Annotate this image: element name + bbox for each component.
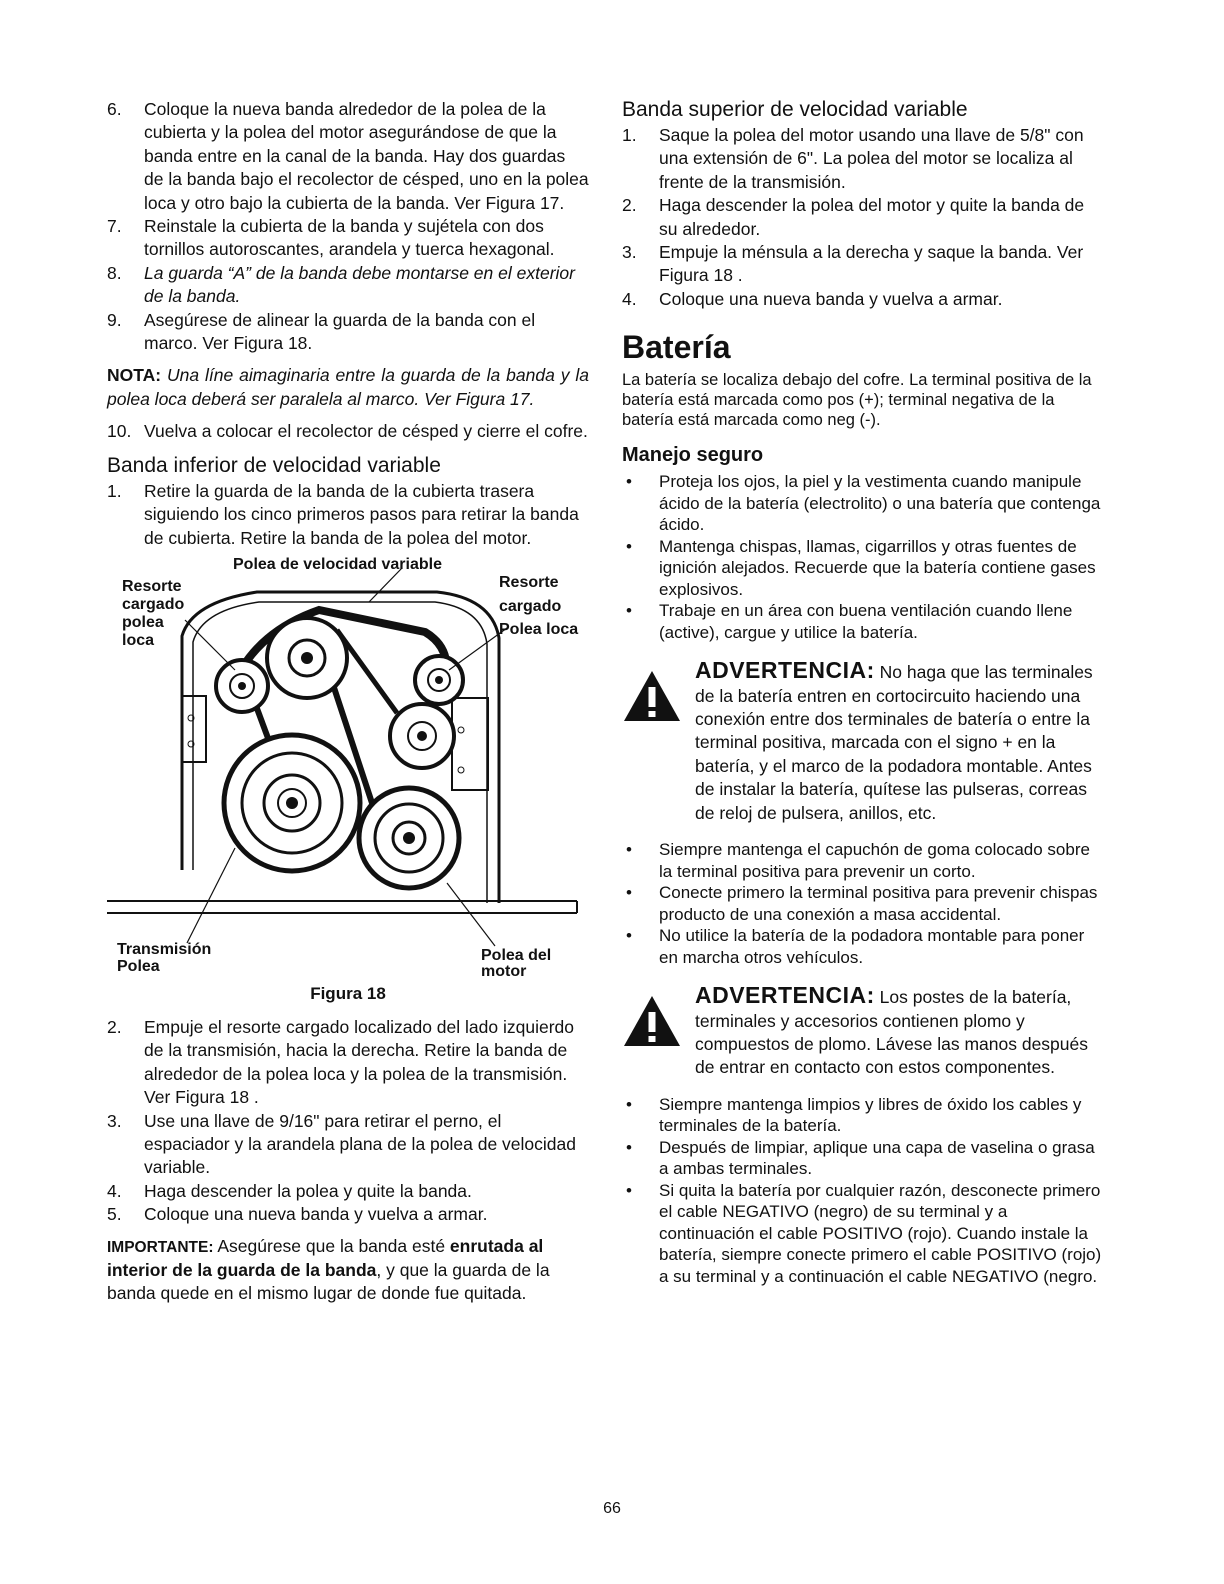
leader-line [369, 568, 402, 602]
warning-triangle-icon [622, 669, 682, 723]
nota-note [107, 364, 589, 411]
bullet-list-1 [622, 471, 1106, 643]
label-left-spring-4: loca [122, 631, 155, 649]
bullet-item: • Después de limpiar, aplique una capa de vaselina o grasa a ambas terminales. [622, 1137, 1106, 1180]
pulley-bolt [417, 731, 427, 741]
upper-step-1: 1. Saque la polea del motor usando una llave de 5/8" con una extensión de 6". La polea del motor se localiza al frente de la transmisión. [622, 125, 1084, 192]
label-right-spring-3: Polea loca [499, 620, 579, 638]
warning-1 [622, 659, 1106, 825]
lower-step-list-2 [107, 1016, 589, 1227]
label-transmission-1: Transmisión [117, 940, 212, 958]
step-9: 9. Asegúrese de alinear la guarda de la banda con el marco. Ver Figura 18. [107, 309, 536, 354]
page-number: 66 [603, 1500, 621, 1517]
important-label: IMPORTANTE: [107, 1238, 214, 1256]
upper-step-list [622, 124, 1106, 311]
bullet-item: • Siempre mantenga limpios y libres de óxido los cables y terminales de la batería. [622, 1094, 1106, 1137]
warning-2 [622, 984, 1106, 1080]
bullet-item: • Conecte primero la terminal positiva para prevenir chispas producto de una conexión a masa accidental. [622, 882, 1106, 925]
battery-intro: La batería se localiza debajo del cofre. La terminal positiva de la batería está marcada como pos (+); terminal negativa de la batería está marcada como neg (-). [622, 371, 1092, 430]
upper-step-2: 2. Haga descender la polea del motor y quite la banda de su alrededor. [622, 195, 1085, 239]
label-left-spring-1: Resorte [122, 577, 182, 595]
bullet-item: • No utilice la batería de la podadora montable para poner en marcha otros vehículos. [622, 925, 1106, 968]
label-right-spring-2: cargado [499, 597, 562, 615]
label-motor-pulley-2: motor [481, 962, 527, 980]
bullet-list-2 [622, 839, 1106, 968]
left-column [107, 98, 589, 1323]
upper-step-3: 3. Empuje la ménsula a la derecha y saque la banda. Ver Figura 18 . [622, 242, 1084, 286]
lower-step-4: 4. Haga descender la polea y quite la banda. [107, 1180, 472, 1201]
pulley-bolt [435, 676, 443, 684]
bullet-list-3 [622, 1094, 1106, 1288]
label-left-spring-3: polea [122, 613, 164, 631]
warning-triangle-icon [622, 994, 682, 1048]
important-emphasis: enrutada al interior de la guarda de la banda [107, 1235, 544, 1280]
lower-step-2: 2. Empuje el resorte cargado localizado del lado izquierdo de la transmisión, hacia la derecha. Retire la banda de alrededor de la polea loca y la polea de la transmisión. Ver Figura 18 . [107, 1016, 574, 1108]
battery-title: Batería [622, 329, 731, 366]
lower-step-list-1 [107, 480, 589, 550]
leader-line [187, 848, 235, 943]
step-8: 8. La guarda “A” de la banda debe montarse en el exterior de la banda. [107, 262, 575, 307]
pulley-bolt [286, 797, 298, 809]
safe-handling-heading: Manejo seguro [622, 444, 764, 467]
lower-step-5: 5. Coloque una nueva banda y vuelva a armar. [107, 1204, 488, 1225]
upper-belt-heading: Banda superior de velocidad variable [622, 98, 968, 121]
bullet-item: • Proteja los ojos, la piel y la vestimenta cuando manipule ácido de la batería (electrolito) o una batería que contenga ácido. [622, 471, 1106, 536]
bullet-item: • Trabaje en un área con buena ventilación cuando llene (active), cargue y utilice la batería. [622, 600, 1106, 643]
important-note: IMPORTANTE: Asegúrese que la banda esté enrutada al interior de la guarda de la banda, y que la guarda de la banda quede en el mismo lugar de donde fue quitada. [107, 1235, 550, 1304]
step-6: 6. Coloque la nueva banda alrededor de la polea de la cubierta y la polea del motor asegurándose de que la banda entre en la canal de la banda. Hay dos guardas de la banda bajo el recolector de césped, uno en la polea loca y otro bajo la cubierta de la banda. Ver Figura 17. [107, 99, 589, 213]
warning-1-text: No haga que las terminales de la batería entren en cortocircuito haciendo una conexión entre dos terminales de batería o entre la terminal positiva, marcada con el signo + en la batería, y el marco de la podadora montable. Antes de instalar la batería, quítese las pulseras, correas de reloj de pulsera, anillos, etc. [695, 662, 1093, 823]
bullet-item: • Mantenga chispas, llamas, cigarrillos y otras fuentes de ignición alejados. Recuerde que la batería contiene gases explosivos. [622, 536, 1106, 601]
step-list-10 [107, 420, 589, 443]
bullet-item: • Si quita la batería por cualquier razón, desconecte primero el cable NEGATIVO (negro) de su terminal y a continuación el cable POSITIVO (rojo). Cuando instale la batería, siempre conecte primero el cable POSITIVO (rojo) a su terminal y a continuación el cable NEGATIVO (negro. [622, 1180, 1106, 1288]
warning-1-label: ADVERTENCIA: [695, 657, 875, 684]
bracket-hole [458, 767, 464, 773]
nota-text: Una líne aimaginaria entre la guarda de la banda y la polea loca deberá ser paralela al marco. Ver Figura 17. [107, 365, 589, 409]
left-bracket [182, 696, 206, 762]
warning-2-label: ADVERTENCIA: [695, 982, 875, 1009]
warning-2-text: Los postes de la batería, terminales y accesorios contienen plomo y compuestos de plomo. Lávese las manos después de entrar en contacto con estos componentes. [695, 987, 1089, 1078]
pulley-bolt [301, 652, 313, 664]
label-variable-speed-pulley: Polea de velocidad variable [233, 555, 442, 573]
lower-step-3: 3. Use una llave de 9/16" para retirar el perno, el espaciador y la arandela plana de la polea de velocidad variable. [107, 1110, 576, 1178]
figure-18 [107, 555, 589, 1010]
lower-step-1: 1. Retire la guarda de la banda de la cubierta trasera siguiendo los cinco primeros pasos para retirar la banda de cubierta. Retire la banda de la polea del motor. [107, 480, 579, 548]
figure-caption: Figura 18 [310, 983, 386, 1003]
lower-belt-heading: Banda inferior de velocidad variable [107, 453, 441, 477]
step-10: 10. Vuelva a colocar el recolector de césped y cierre el cofre. [107, 421, 588, 442]
step-7: 7. Reinstale la cubierta de la banda y sujétela con dos tornillos autoroscantes, arandela y tuerca hexagonal. [107, 216, 555, 260]
pulley-bolt [403, 832, 415, 844]
step-list-a [107, 98, 589, 355]
label-motor-pulley-1: Polea del [481, 946, 552, 964]
label-transmission-2: Polea [117, 957, 160, 975]
bracket-hole [458, 727, 464, 733]
label-left-spring-2: cargado [122, 595, 185, 613]
bullet-item: • Siempre mantenga el capuchón de goma colocado sobre la terminal positiva para prevenir un corto. [622, 839, 1106, 882]
upper-step-4: 4. Coloque una nueva banda y vuelva a armar. [622, 288, 1003, 309]
label-right-spring-1: Resorte [499, 573, 559, 591]
right-column [622, 98, 1106, 1287]
pulley-bolt [238, 682, 246, 690]
nota-label: NOTA: [107, 365, 162, 386]
right-bracket [452, 698, 488, 790]
leader-line [447, 883, 495, 946]
